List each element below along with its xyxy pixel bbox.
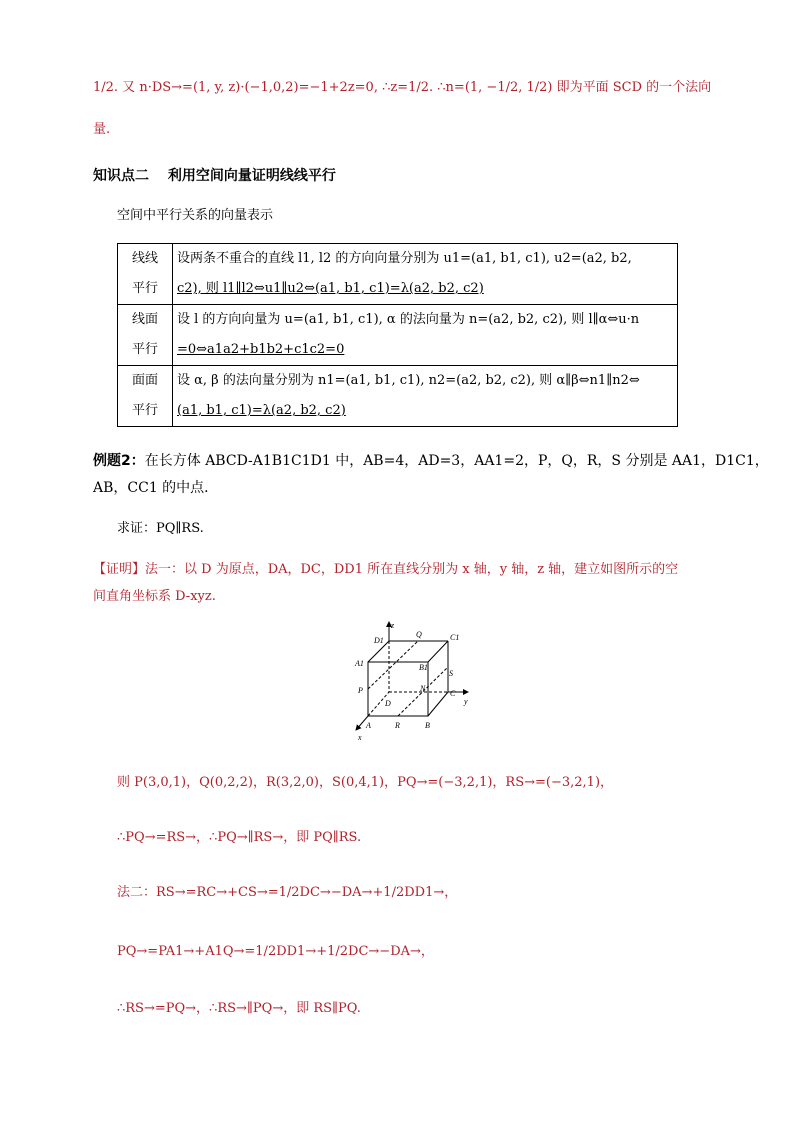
proof-method2-line2: PQ→=PA1→+A1Q→=1/2DD1→+1/2DC→−DA→，	[117, 944, 434, 959]
row-head-line: 线面	[131, 312, 158, 327]
row-body-line: (a1, b1, c1)=λ(a2, b2, c2)	[177, 403, 346, 418]
edge-B1C1	[428, 641, 448, 662]
label-A1: A1	[355, 659, 364, 668]
row-body	[173, 366, 678, 427]
table-row	[118, 366, 678, 427]
label-x: x	[358, 733, 362, 742]
proof-method2-line1: 法二：RS→=RC→+CS→=1/2DC→−DA→+1/2DD1→，	[117, 885, 458, 900]
proof-line2: 间直角坐标系 D-xyz.	[93, 589, 216, 604]
row-head	[118, 366, 173, 427]
row-body-line: 设 α, β 的法向量分别为 n1=(a1, b1, c1), n2=(a2, b2, c2), 则 α∥β⇔n1∥n2⇔	[177, 373, 640, 388]
label-S: S	[449, 669, 453, 678]
edge-BC	[428, 692, 448, 716]
label-D: D	[385, 699, 391, 708]
row-head-line: 平行	[131, 281, 158, 296]
label-z: z	[391, 621, 395, 630]
table-row	[118, 305, 678, 366]
table-row	[118, 244, 678, 305]
table-intro: 空间中平行关系的向量表示	[117, 208, 274, 223]
proof-label: 【证明】	[93, 562, 146, 577]
example-text-a: 在长方体 ABCD-A1B1C1D1 中，AB=4，AD=3，AA1=2，P，Q，R，S 分别是 AA1，D1C1，	[144, 453, 769, 469]
proof-line1	[93, 558, 678, 577]
cuboid-figure	[338, 618, 478, 742]
example-text-b: AB，CC1 的中点．	[93, 480, 219, 496]
label-B1: B1	[419, 663, 428, 672]
label-A: A	[366, 721, 371, 730]
row-head-line: 平行	[131, 342, 158, 357]
proof-conclusion1: ∴PQ→=RS→，∴PQ→∥RS→，即 PQ∥RS.	[117, 830, 362, 845]
label-C1: C1	[450, 633, 460, 642]
row-head-line: 面面	[131, 373, 158, 388]
label-y: y	[464, 697, 468, 706]
row-head-line: 平行	[131, 403, 158, 418]
label-P: P	[358, 686, 363, 695]
example-label: 例题2：	[93, 453, 145, 469]
segment-PQ	[368, 641, 418, 689]
label-Q: Q	[416, 630, 422, 639]
top-solution-line1: 1/2. 又 n·DS→=(1, y, z)·(−1,0,2)=−1+2z=0, ∴z=1/2. ∴n=(1, −1/2, 1/2) 即为平面 SCD 的一个法向	[93, 80, 712, 95]
label-B: B	[425, 721, 430, 730]
section-title: 知识点二 利用空间向量证明线线平行	[93, 168, 336, 184]
label-R: R	[395, 721, 400, 730]
example-line1	[93, 450, 769, 470]
row-body-line: 设 l 的方向向量为 u=(a1, b1, c1), α 的法向量为 n=(a2, b2, c2), 则 l∥α⇔u·n	[177, 312, 640, 327]
row-body-line: 设两条不重合的直线 l1, l2 的方向向量分别为 u1=(a1, b1, c1), u2=(a2, b2,	[177, 251, 632, 266]
row-head-line: 线线	[131, 251, 158, 266]
row-head	[118, 305, 173, 366]
row-body-line: c2), 则 l1∥l2⇔u1∥u2⇔(a1, b1, c1)=λ(a2, b2, c2)	[177, 281, 484, 296]
example-claim: 求证：PQ∥RS.	[117, 521, 204, 536]
proof-text: 法一：以 D 为原点，DA，DC，DD1 所在直线分别为 x 轴，y 轴，z 轴，建立如图所示的空	[145, 562, 679, 577]
row-head	[118, 244, 173, 305]
top-solution-line2: 量.	[93, 122, 111, 137]
row-body-line: =0⇔a1a2+b1b2+c1c2=0	[177, 342, 345, 357]
row-body	[173, 305, 678, 366]
row-body	[173, 244, 678, 305]
proof-conclusion2: ∴RS→=PQ→，∴RS→∥PQ→，即 RS∥PQ.	[117, 1001, 361, 1016]
proof-coords: 则 P(3,0,1)，Q(0,2,2)，R(3,2,0)，S(0,4,1)，PQ→=(−3,2,1)，RS→=(−3,2,1)，	[117, 775, 614, 790]
label-C: C	[450, 689, 456, 698]
parallel-relations-table	[117, 243, 678, 427]
label-D1: D1	[374, 636, 384, 645]
label-N: N	[420, 684, 426, 693]
